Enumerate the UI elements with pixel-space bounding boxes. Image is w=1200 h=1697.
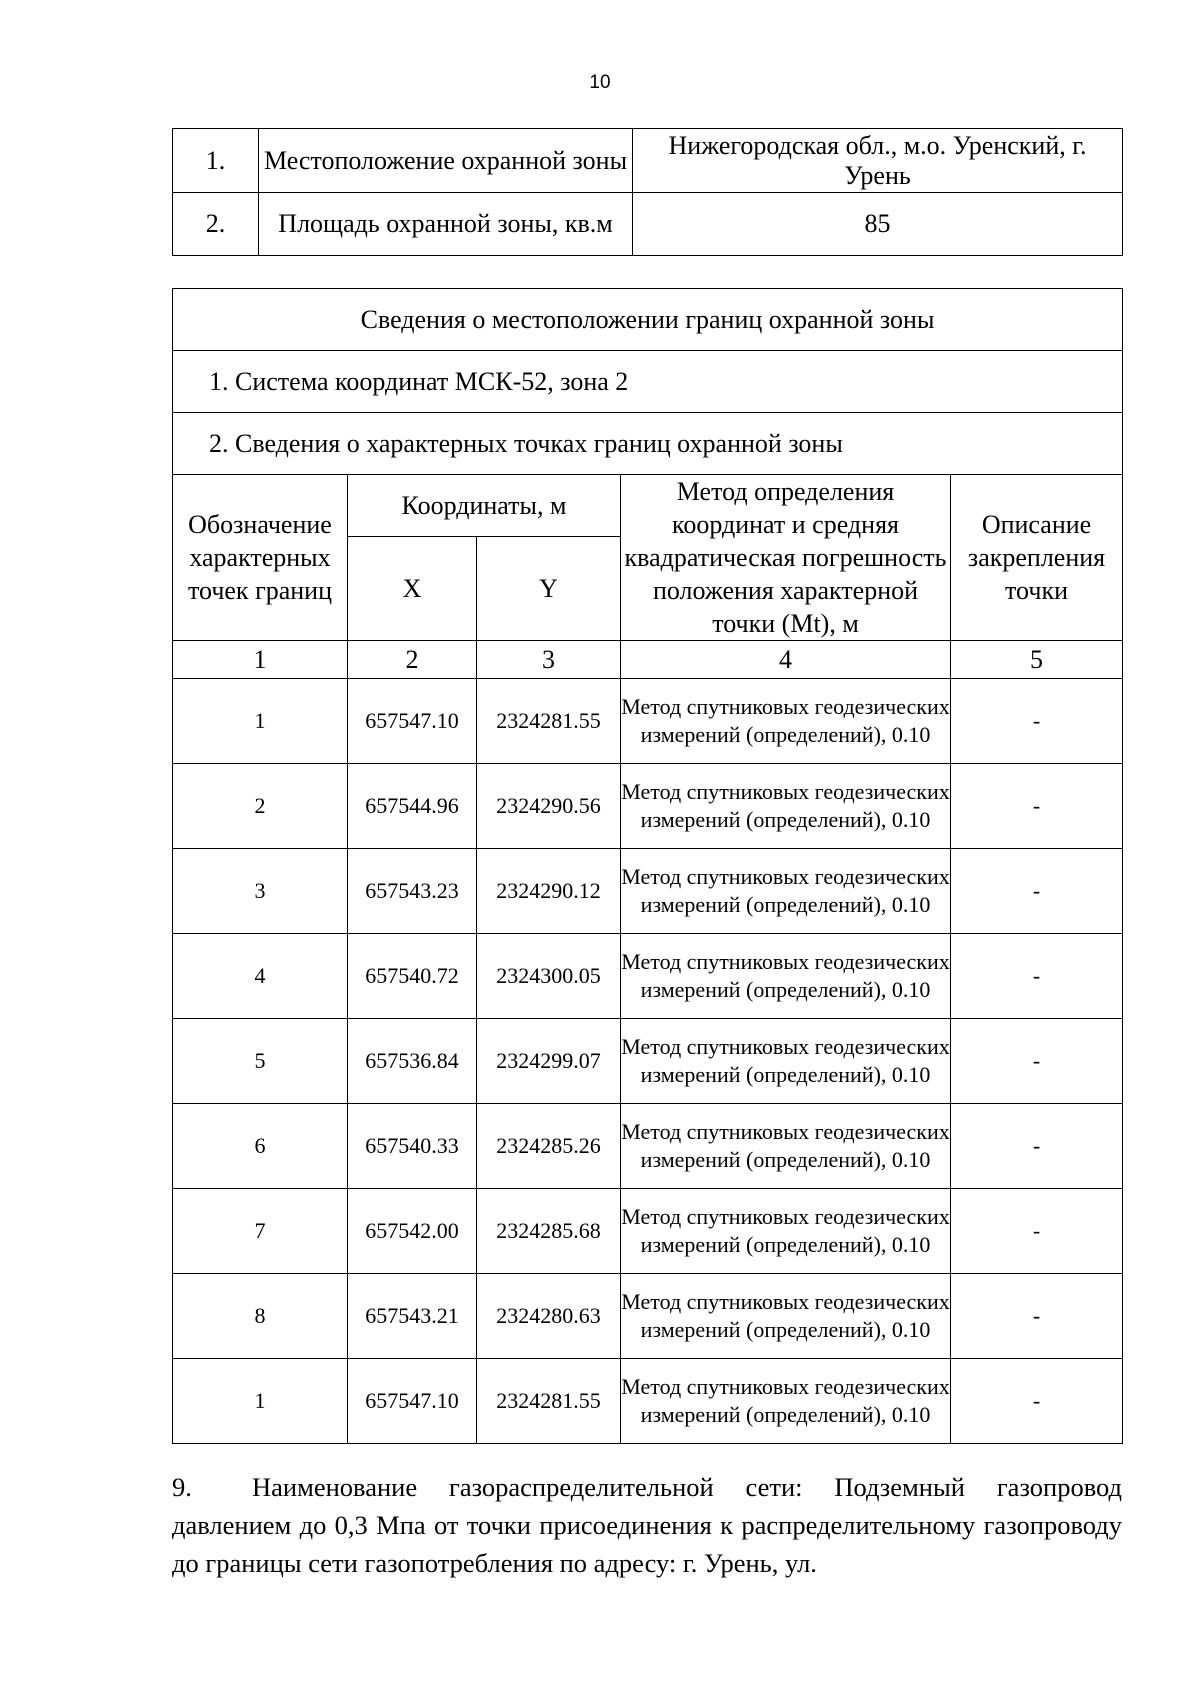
coord-y: 2324285.26 xyxy=(477,1104,621,1189)
method-cell: Метод спутниковых геодезических измерений (определений), 0.10 xyxy=(621,679,951,764)
row-value: Нижегородская обл., м.о. Уренский, г. Урень xyxy=(633,129,1123,193)
paragraph-text: Наименование газораспределительной сети: Подземный газопровод давлением до 0,3 Мпа от точки присоединения к распределительному газопроводу до границы сети газопотребления по адресу: г. Урень, ул. xyxy=(172,1472,1122,1578)
table-row xyxy=(173,679,1123,764)
points-heading-row xyxy=(173,413,1123,475)
point-number: 4 xyxy=(173,934,348,1019)
table-title-row xyxy=(173,289,1123,351)
header-description: Описание закрепления точки xyxy=(951,475,1123,641)
coord-x: 657540.33 xyxy=(348,1104,477,1189)
coord-x: 657547.10 xyxy=(348,1359,477,1444)
table-row xyxy=(173,1189,1123,1274)
point-number: 1 xyxy=(173,1359,348,1444)
coord-x: 657543.23 xyxy=(348,849,477,934)
boundary-coordinates-table xyxy=(172,288,1123,1444)
coord-y: 2324281.55 xyxy=(477,1359,621,1444)
coord-system: 1. Система координат МСК-52, зона 2 xyxy=(173,351,1123,413)
header-row xyxy=(173,475,1123,537)
method-cell: Метод спутниковых геодезических измерений (определений), 0.10 xyxy=(621,1359,951,1444)
description-cell: - xyxy=(951,1359,1123,1444)
coord-y: 2324300.05 xyxy=(477,934,621,1019)
method-cell: Метод спутниковых геодезических измерений (определений), 0.10 xyxy=(621,1019,951,1104)
coord-x: 657543.21 xyxy=(348,1274,477,1359)
row-value: 85 xyxy=(633,193,1123,256)
description-cell: - xyxy=(951,849,1123,934)
table-title: Сведения о местоположении границ охранной зоны xyxy=(173,289,1123,351)
coord-x: 657542.00 xyxy=(348,1189,477,1274)
table-row xyxy=(173,1104,1123,1189)
table-row xyxy=(173,849,1123,934)
point-number: 7 xyxy=(173,1189,348,1274)
table-row xyxy=(173,1274,1123,1359)
method-cell: Метод спутниковых геодезических измерений (определений), 0.10 xyxy=(621,1189,951,1274)
point-number: 6 xyxy=(173,1104,348,1189)
coord-y: 2324285.68 xyxy=(477,1189,621,1274)
paragraph-9 xyxy=(172,1468,1122,1582)
description-cell: - xyxy=(951,1274,1123,1359)
method-cell: Метод спутниковых геодезических измерений (определений), 0.10 xyxy=(621,764,951,849)
column-numbers-row xyxy=(173,641,1123,679)
coord-y: 2324299.07 xyxy=(477,1019,621,1104)
method-cell: Метод спутниковых геодезических измерений (определений), 0.10 xyxy=(621,849,951,934)
paragraph-number: 9. xyxy=(172,1472,192,1502)
description-cell: - xyxy=(951,679,1123,764)
description-cell: - xyxy=(951,764,1123,849)
description-cell: - xyxy=(951,1104,1123,1189)
page-number: 10 xyxy=(589,72,611,93)
table-row xyxy=(173,764,1123,849)
table-row xyxy=(173,934,1123,1019)
description-cell: - xyxy=(951,1019,1123,1104)
coord-y: 2324280.63 xyxy=(477,1274,621,1359)
method-cell: Метод спутниковых геодезических измерений (определений), 0.10 xyxy=(621,1274,951,1359)
row-label: Площадь охранной зоны, кв.м xyxy=(259,193,633,256)
row-number: 2. xyxy=(173,193,259,256)
row-number: 1. xyxy=(173,129,259,193)
method-cell: Метод спутниковых геодезических измерений (определений), 0.10 xyxy=(621,1104,951,1189)
description-cell: - xyxy=(951,934,1123,1019)
table-row xyxy=(173,129,1123,193)
points-heading: 2. Сведения о характерных точках границ охранной зоны xyxy=(173,413,1123,475)
coord-x: 657547.10 xyxy=(348,679,477,764)
table-row xyxy=(173,1019,1123,1104)
column-number: 1 xyxy=(173,641,348,679)
coord-x: 657544.96 xyxy=(348,764,477,849)
protection-zone-info-table xyxy=(172,128,1123,256)
coord-x: 657536.84 xyxy=(348,1019,477,1104)
header-method: Метод определения координат и средняя квадратическая погрешность положения характерной точки (Mt), м xyxy=(621,475,951,641)
coord-y: 2324281.55 xyxy=(477,679,621,764)
point-number: 2 xyxy=(173,764,348,849)
coord-y: 2324290.12 xyxy=(477,849,621,934)
coord-y: 2324290.56 xyxy=(477,764,621,849)
description-cell: - xyxy=(951,1189,1123,1274)
table-row xyxy=(173,1359,1123,1444)
coord-system-row xyxy=(173,351,1123,413)
table-row xyxy=(173,193,1123,256)
column-number: 3 xyxy=(477,641,621,679)
header-x: X xyxy=(348,536,477,640)
coordinate-rows xyxy=(173,679,1123,1444)
column-number: 4 xyxy=(621,641,951,679)
row-label: Местоположение охранной зоны xyxy=(259,129,633,193)
point-number: 1 xyxy=(173,679,348,764)
column-number: 5 xyxy=(951,641,1123,679)
header-designation: Обозначение характерных точек границ xyxy=(173,475,348,641)
point-number: 8 xyxy=(173,1274,348,1359)
header-coordinates: Координаты, м xyxy=(348,475,621,537)
column-number: 2 xyxy=(348,641,477,679)
header-y: Y xyxy=(477,536,621,640)
point-number: 3 xyxy=(173,849,348,934)
point-number: 5 xyxy=(173,1019,348,1104)
method-cell: Метод спутниковых геодезических измерений (определений), 0.10 xyxy=(621,934,951,1019)
coord-x: 657540.72 xyxy=(348,934,477,1019)
